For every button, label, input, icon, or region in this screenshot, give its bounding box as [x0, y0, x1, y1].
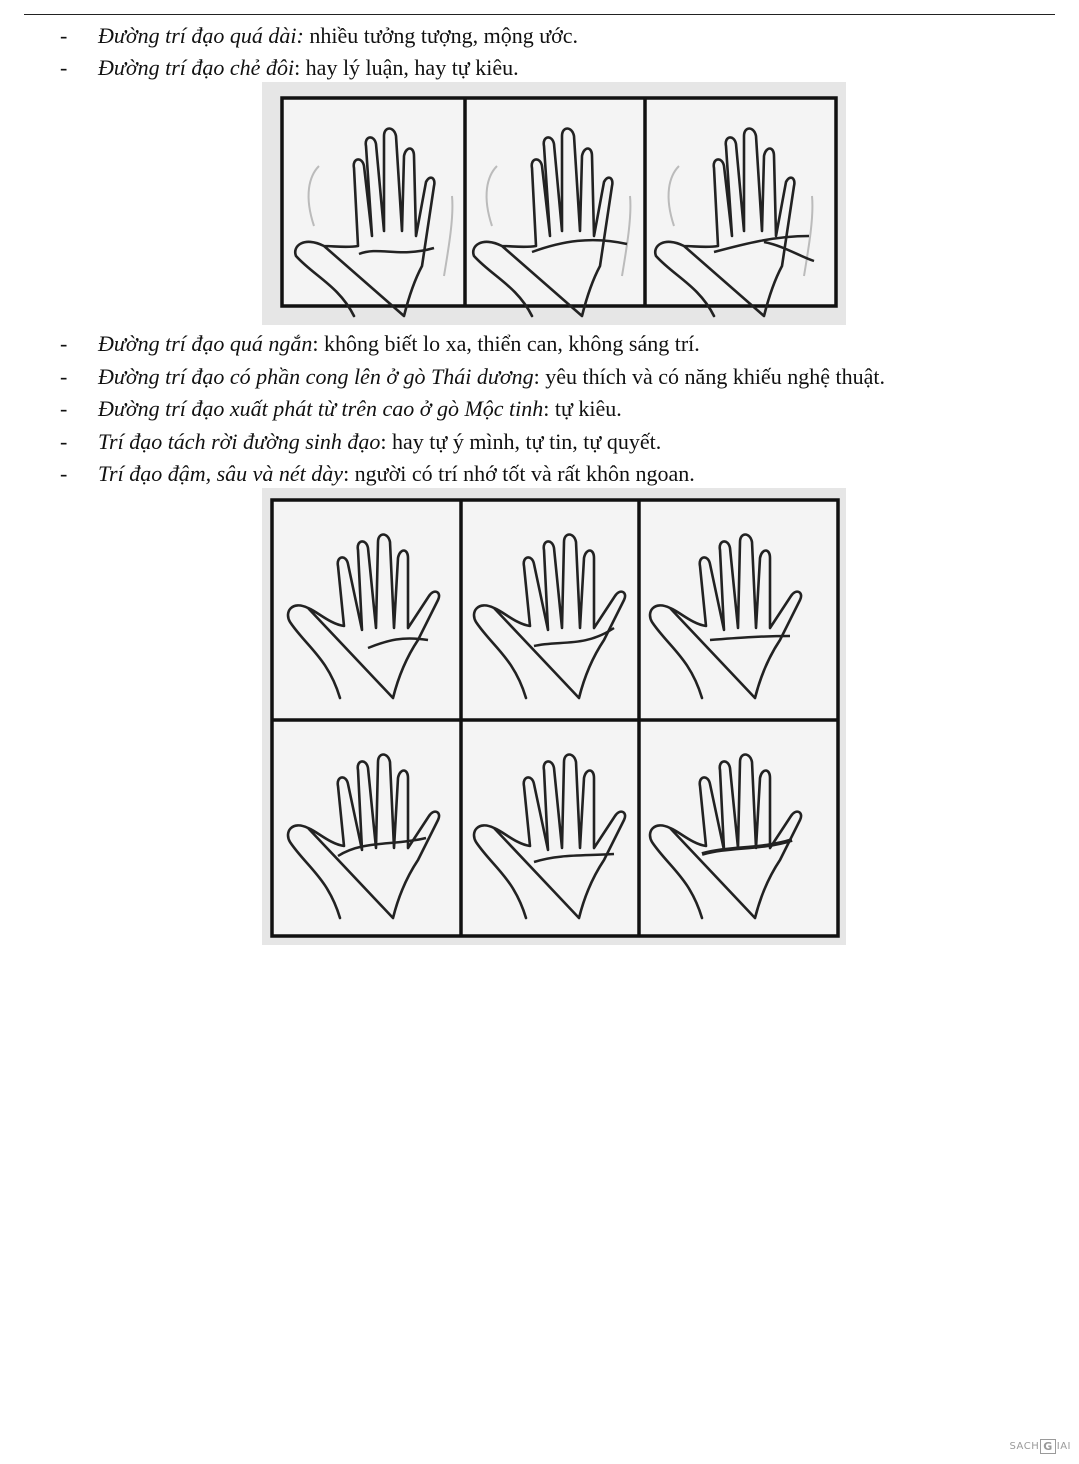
list-item — [0, 393, 1079, 425]
list-item-description: nhiều tưởng tượng, mộng ước. — [303, 23, 579, 48]
watermark-logo — [1010, 1439, 1071, 1454]
list-item-description: : không biết lo xa, thiển can, không sáng trí. — [312, 331, 700, 356]
bullet-dash: - — [60, 55, 68, 80]
list-item-term: Trí đạo tách rời đường sinh đạo — [98, 429, 381, 454]
bullet-dash: - — [60, 429, 68, 454]
list-item-term: Đường trí đạo quá ngắn — [98, 331, 313, 356]
list-item — [0, 361, 1079, 393]
list-item — [0, 52, 1079, 84]
list-item-description: : yêu thích và có năng khiếu nghệ thuật. — [533, 364, 885, 389]
bullet-dash: - — [60, 396, 68, 421]
list-item-term: Đường trí đạo chẻ đôi — [98, 55, 295, 80]
list-item — [0, 328, 1079, 360]
list-item — [0, 20, 1079, 52]
list-item-term: Đường trí đạo quá dài: — [98, 23, 304, 48]
bullet-dash: - — [60, 331, 68, 356]
watermark-suffix: IAI — [1056, 1441, 1071, 1452]
list-item-term: Trí đạo đậm, sâu và nét dày — [98, 461, 344, 486]
list-item-description: : hay tự ý mình, tự tin, tự quyết. — [380, 429, 662, 454]
palm-figure-top — [262, 82, 846, 325]
top-rule — [24, 14, 1055, 15]
watermark-boxed-letter: G — [1040, 1439, 1056, 1454]
palm-figure-bottom — [262, 488, 846, 945]
list-item-description: : người có trí nhớ tốt và rất khôn ngoan. — [343, 461, 695, 486]
list-item-term: Đường trí đạo xuất phát từ trên cao ở gò Mộc tinh — [98, 396, 544, 421]
bullet-dash: - — [60, 23, 68, 48]
bullet-dash: - — [60, 364, 68, 389]
watermark-prefix: SACH — [1009, 1441, 1040, 1452]
list-item — [0, 426, 1079, 458]
list-item-term: Đường trí đạo có phần cong lên ở gò Thái dương — [98, 364, 534, 389]
list-item — [0, 458, 1079, 490]
list-item-description: : tự kiêu. — [543, 396, 622, 421]
list-item-description: : hay lý luận, hay tự kiêu. — [294, 55, 519, 80]
bullet-dash: - — [60, 461, 68, 486]
